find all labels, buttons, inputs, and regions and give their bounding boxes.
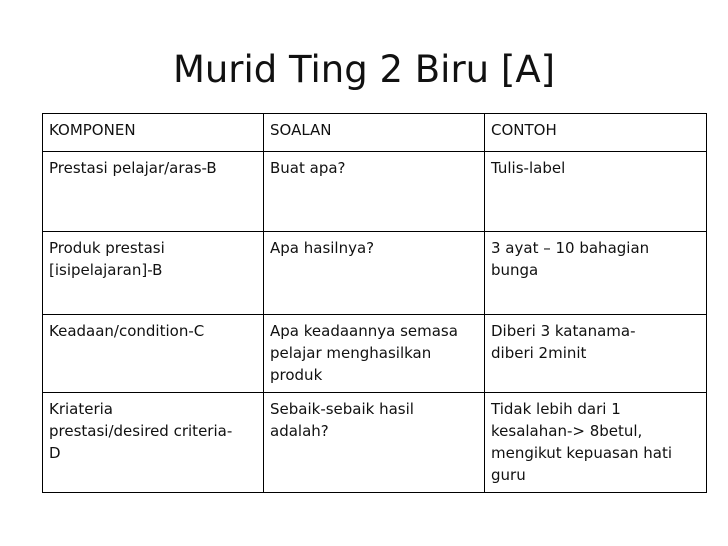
table-cell — [485, 152, 707, 232]
table-cell — [485, 315, 707, 393]
header-komponen — [43, 114, 264, 152]
table-cell — [43, 315, 264, 393]
table-row — [43, 393, 707, 493]
header-label: CONTOH — [491, 121, 557, 139]
cell-text: 3 ayat – 10 bahagian bunga — [491, 239, 650, 279]
table-row — [43, 315, 707, 393]
cell-text: Kriateria prestasi/desired criteria- D — [49, 400, 233, 462]
criteria-table — [42, 113, 707, 493]
header-contoh — [485, 114, 707, 152]
cell-text: Keadaan/condition-C — [49, 322, 205, 340]
cell-text: Tulis-label — [491, 159, 566, 177]
table-header-row — [43, 114, 707, 152]
table-cell — [485, 232, 707, 315]
table-cell — [264, 232, 485, 315]
header-soalan — [264, 114, 485, 152]
table-cell — [264, 393, 485, 493]
table-cell — [43, 232, 264, 315]
table-row — [43, 152, 707, 232]
cell-text: Buat apa? — [270, 159, 346, 177]
table-cell — [485, 393, 707, 493]
table-row — [43, 232, 707, 315]
header-label: KOMPONEN — [49, 121, 136, 139]
cell-text: Produk prestasi [isipelajaran]-B — [49, 239, 165, 279]
cell-text: Diberi 3 katanama- diberi 2minit — [491, 322, 636, 362]
table-cell — [264, 152, 485, 232]
cell-text: Tidak lebih dari 1 kesalahan-> 8betul, mengikut kepuasan hati guru — [491, 400, 673, 484]
cell-text: Apa keadaannya semasa pelajar menghasilkan produk — [270, 322, 458, 384]
cell-text: Sebaik-sebaik hasil adalah? — [270, 400, 414, 440]
cell-text: Apa hasilnya? — [270, 239, 375, 257]
table-cell — [264, 315, 485, 393]
table-cell — [43, 152, 264, 232]
cell-text: Prestasi pelajar/aras-B — [49, 159, 217, 177]
header-label: SOALAN — [270, 121, 332, 139]
table-cell — [43, 393, 264, 493]
slide-title: Murid Ting 2 Biru [A] — [172, 48, 556, 91]
